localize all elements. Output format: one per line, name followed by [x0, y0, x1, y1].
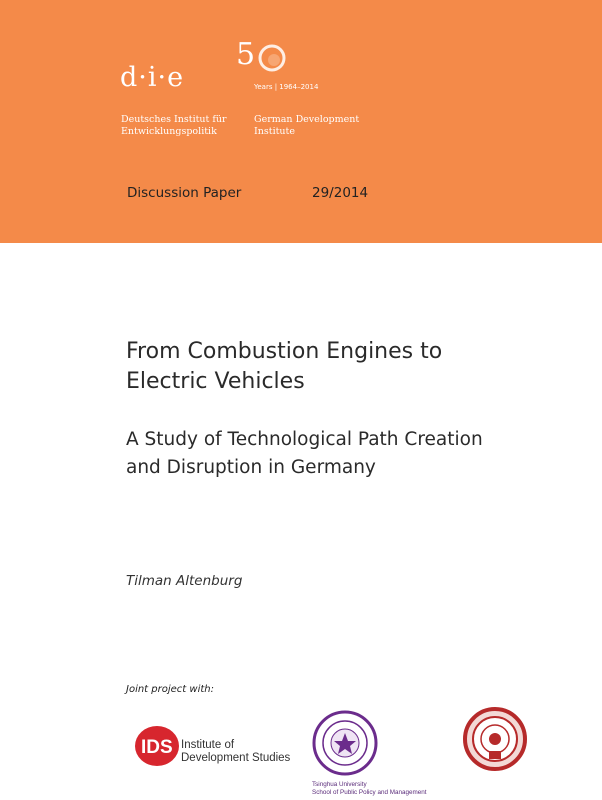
author-name: Tilman Altenburg [126, 573, 243, 589]
series-number: 29/2014 [312, 185, 369, 201]
svg-text:5: 5 [236, 37, 256, 72]
iit-seal-logo [463, 707, 527, 771]
fifty-years-logo [236, 34, 306, 88]
die-logo: d·i·e [120, 62, 185, 93]
fifty-years-caption: Years | 1964–2014 [254, 83, 319, 91]
tsinghua-name: Tsinghua University School of Public Policy and Management [312, 781, 427, 796]
series-label: Discussion Paper [127, 185, 242, 201]
paper-subtitle: A Study of Technological Path Creation and Disruption in Germany [126, 429, 483, 478]
institute-name-english: German Development Institute [254, 114, 360, 137]
institute-name-german: Deutsches Institut für Entwicklungspolitik [121, 114, 227, 137]
paper-title: From Combustion Engines to Electric Vehicles [126, 339, 443, 394]
tsinghua-seal-logo [312, 707, 378, 787]
header-banner [0, 0, 602, 243]
svg-text:IDS: IDS [141, 737, 173, 758]
ids-name: Institute of Development Studies [181, 739, 291, 764]
joint-project-label: Joint project with: [126, 684, 214, 695]
